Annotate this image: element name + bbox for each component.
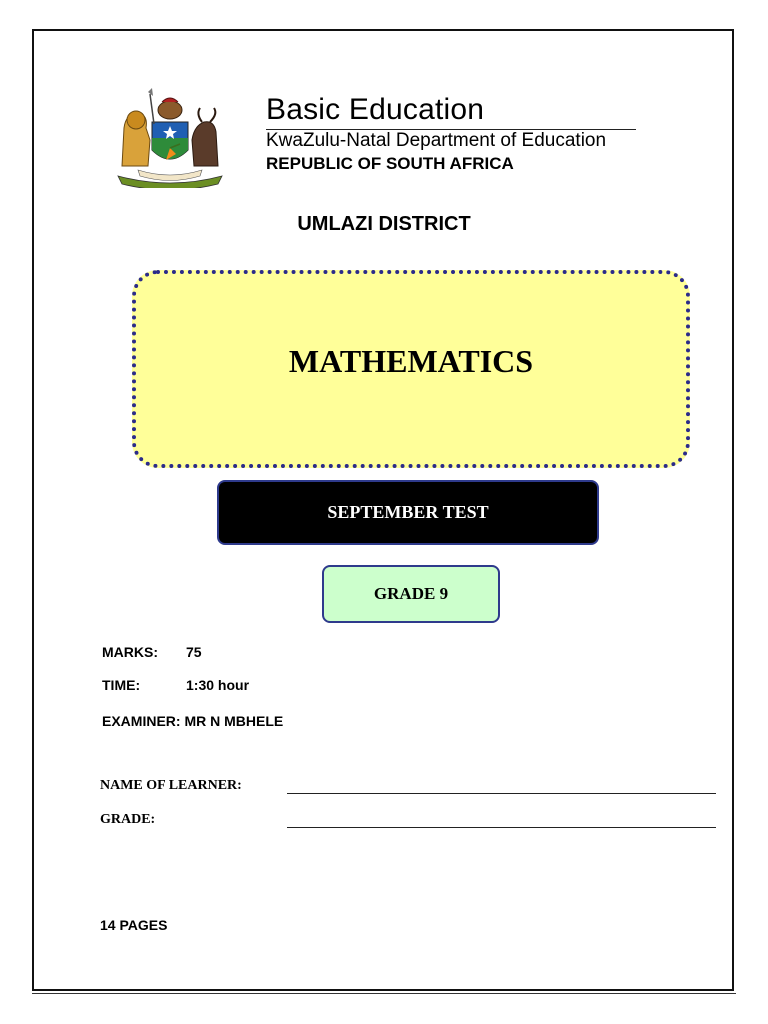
page-border-shadow xyxy=(32,993,736,994)
department-name: KwaZulu-Natal Department of Education xyxy=(266,130,607,151)
header-title: Basic Education xyxy=(266,93,485,126)
time-value: 1:30 hour xyxy=(186,677,250,693)
examiner: EXAMINER: MR N MBHELE xyxy=(102,713,284,729)
learner-grade-label: GRADE: xyxy=(100,812,156,827)
grade-badge xyxy=(322,565,500,623)
subject-title: MATHEMATICS xyxy=(288,343,534,379)
grade-badge-label: GRADE 9 xyxy=(373,584,449,603)
learner-name-line[interactable] xyxy=(287,793,716,794)
learner-grade-line[interactable] xyxy=(287,827,716,828)
marks-label: MARKS: xyxy=(102,644,158,660)
test-name: SEPTEMBER TEST xyxy=(327,502,489,522)
time-label: TIME: xyxy=(102,677,141,693)
country-name: REPUBLIC OF SOUTH AFRICA xyxy=(266,154,514,173)
district-name: UMLAZI DISTRICT xyxy=(297,213,471,235)
learner-name-label: NAME OF LEARNER: xyxy=(100,778,242,793)
marks-value: 75 xyxy=(186,644,202,660)
test-banner xyxy=(217,480,599,545)
coat-of-arms-icon xyxy=(110,88,230,188)
page-count: 14 PAGES xyxy=(100,917,168,933)
